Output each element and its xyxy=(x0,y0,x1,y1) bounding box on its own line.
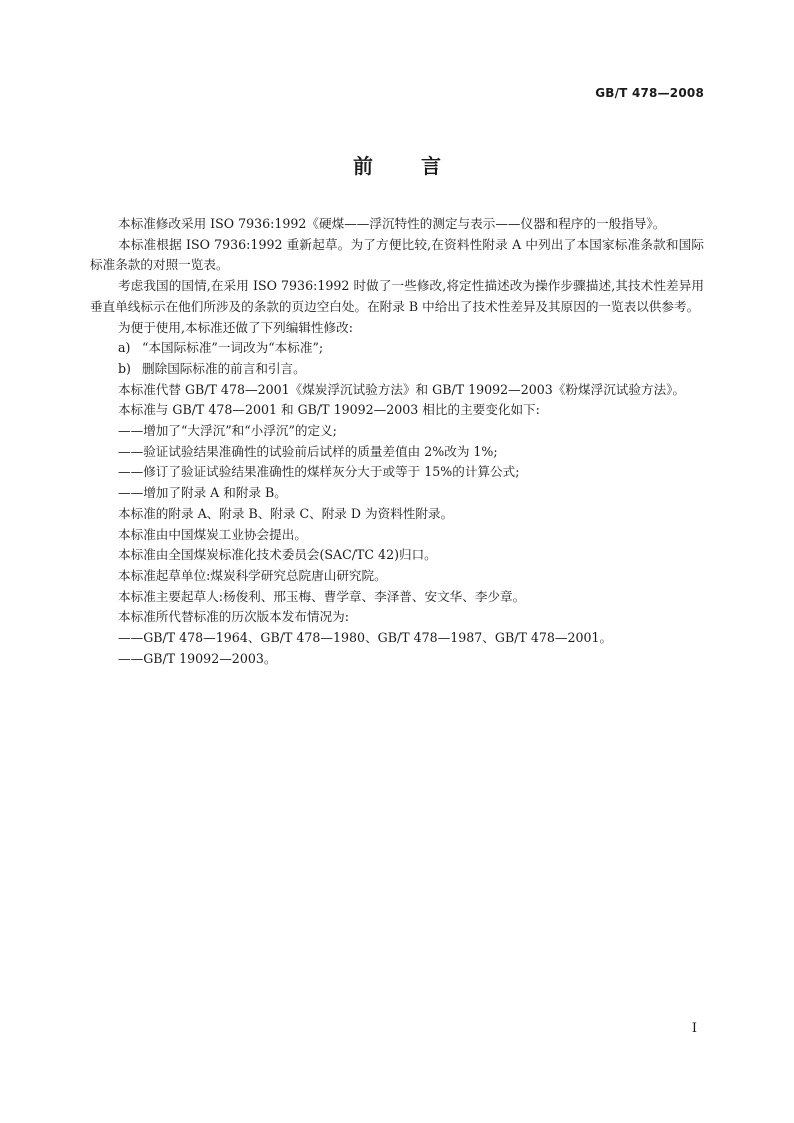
change-item: ——增加了附录 A 和附录 B。 xyxy=(118,485,287,501)
list-item-text: “本国际标准”一词改为“本标准”; xyxy=(142,340,324,356)
history-item: ——GB/T 478—1964、GB/T 478—1980、GB/T 478—1987、GB/T 478—2001。 xyxy=(118,630,613,646)
paragraph-editorial-intro: 为便于使用,本标准还做了下列编辑性修改: xyxy=(118,319,353,335)
list-item xyxy=(90,338,704,359)
standard-code: GB/T 478—2008 xyxy=(595,86,704,100)
paragraph-replacement: 本标准代替 GB/T 478—2001《煤炭浮沉试验方法》和 GB/T 19092—2003《粉煤浮沉试验方法》。 xyxy=(118,381,686,397)
info-line: 本标准的附录 A、附录 B、附录 C、附录 D 为资料性附录。 xyxy=(118,505,454,521)
paragraph-changes-intro: 本标准与 GB/T 478—2001 和 GB/T 19092—2003 相比的主要变化如下: xyxy=(118,402,540,418)
history-item: ——GB/T 19092—2003。 xyxy=(118,650,277,666)
info-line: 本标准由全国煤炭标准化技术委员会(SAC/TC 42)归口。 xyxy=(118,547,437,563)
info-line: 本标准由中国煤炭工业协会提出。 xyxy=(118,526,307,542)
list-marker: a) xyxy=(118,340,131,356)
page-number: I xyxy=(691,1021,697,1036)
foreword-body xyxy=(90,214,704,669)
change-item: ——修订了验证试验结果准确性的煤样灰分大于或等于 15%的计算公式; xyxy=(118,464,520,480)
list-item xyxy=(90,359,704,380)
info-line: 本标准主要起草人:杨俊利、邢玉梅、曹学章、李泽普、安文华、李少章。 xyxy=(118,588,526,604)
paragraph-redraft: 本标准根据 ISO 7936:1992 重新起草。为了方便比较,在资料性附录 A 中列出了本国家标准条款和国际标准条款的对照一览表。 xyxy=(90,236,704,273)
info-line: 本标准所代替标准的历次版本发布情况为: xyxy=(118,609,349,625)
change-item: ——增加了“大浮沉”和“小浮沉”的定义; xyxy=(118,423,337,439)
info-line: 本标准起草单位:煤炭科学研究总院唐山研究院。 xyxy=(118,567,387,583)
paragraph-modifications: 考虑我国的国情,在采用 ISO 7936:1992 时做了一些修改,将定性描述改为操作步骤描述,其技术性差异用垂直单线标示在他们所涉及的条款的页边空白处。在附录 B 中给出了技术性差异及其原因的一览表以供参考。 xyxy=(90,278,704,314)
page-title: 前言 xyxy=(353,154,489,178)
list-marker: b) xyxy=(118,360,131,376)
list-item-text: 删除国际标准的前言和引言。 xyxy=(142,360,306,376)
paragraph-adoption: 本标准修改采用 ISO 7936:1992《硬煤——浮沉特性的测定与表示——仪器和程序的一般指导》。 xyxy=(118,216,666,231)
change-item: ——验证试验结果准确性的试验前后试样的质量差值由 2%改为 1%; xyxy=(118,443,498,459)
